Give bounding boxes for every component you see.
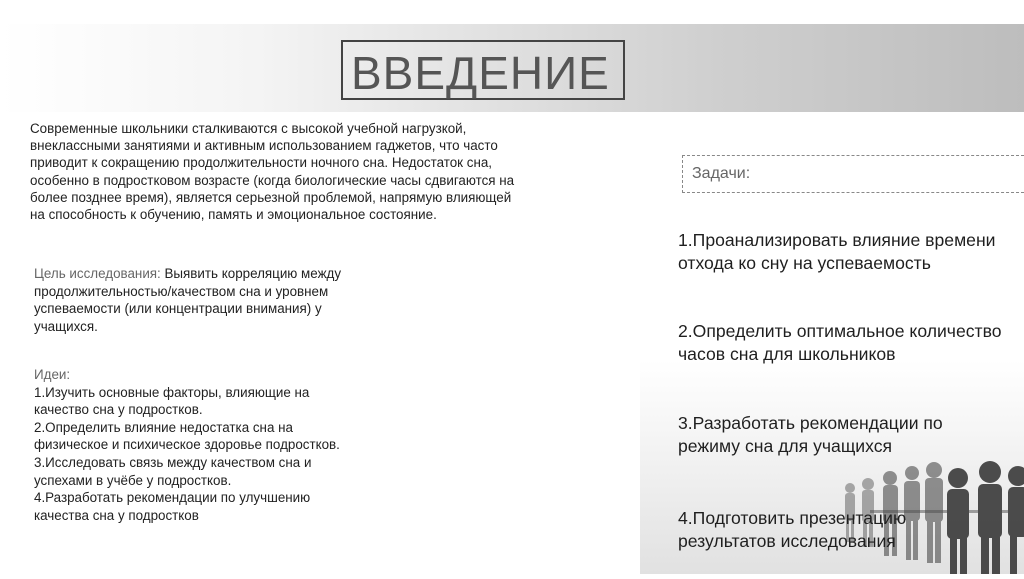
task-item-4: 4.Подготовить презентацию результатов исследования (678, 508, 907, 551)
idea-item: 3.Исследовать связь между качеством сна и успехами в учёбе у подростков. (34, 454, 312, 488)
tasks-label: Задачи: (692, 165, 751, 182)
intro-paragraph: Современные школьники сталкиваются с высокой учебной нагрузкой, внеклассными занятиями и активным использованием гаджетов, что часто приводит к сокращению продолжительности ночного сна. Недостаток сна, особенно в подростковом возрасте (когда биологические часы сдвигаются на более позднее время), является серьезной проблемой, напрямую влияющей на способность к обучению, память и эмоциональное состояние. (30, 121, 515, 223)
task-item-3: 3.Разработать рекомендации по режиму сна для учащихся (678, 413, 943, 456)
ideas-label: Идеи: (34, 367, 71, 382)
goal-label: Цель исследования: (34, 266, 161, 281)
tasks-header-box (682, 155, 1024, 193)
task-item-2: 2.Определить оптимальное количество часов сна для школьников (678, 321, 1002, 364)
idea-item: 4.Разработать рекомендации по улучшению качества сна у подростков (34, 490, 311, 523)
slide-title: ВВЕДЕНИЕ (351, 47, 610, 99)
title-box (341, 40, 625, 100)
idea-item: 2.Определить влияние недостатка сна на физическое и психическое здоровье подростков. (34, 419, 340, 453)
task-item-1: 1.Проанализировать влияние времени отхода ко сну на успеваемость (678, 230, 996, 273)
idea-item: 1.Изучить основные факторы, влияющие на качество сна у подростков. (34, 384, 310, 418)
research-goal (34, 265, 364, 335)
goal-text: Выявить корреляцию между продолжительностью/качеством сна и уровнем успеваемости (или концентрации внимания) у учащихся. (34, 266, 342, 334)
ideas-block (34, 366, 364, 524)
